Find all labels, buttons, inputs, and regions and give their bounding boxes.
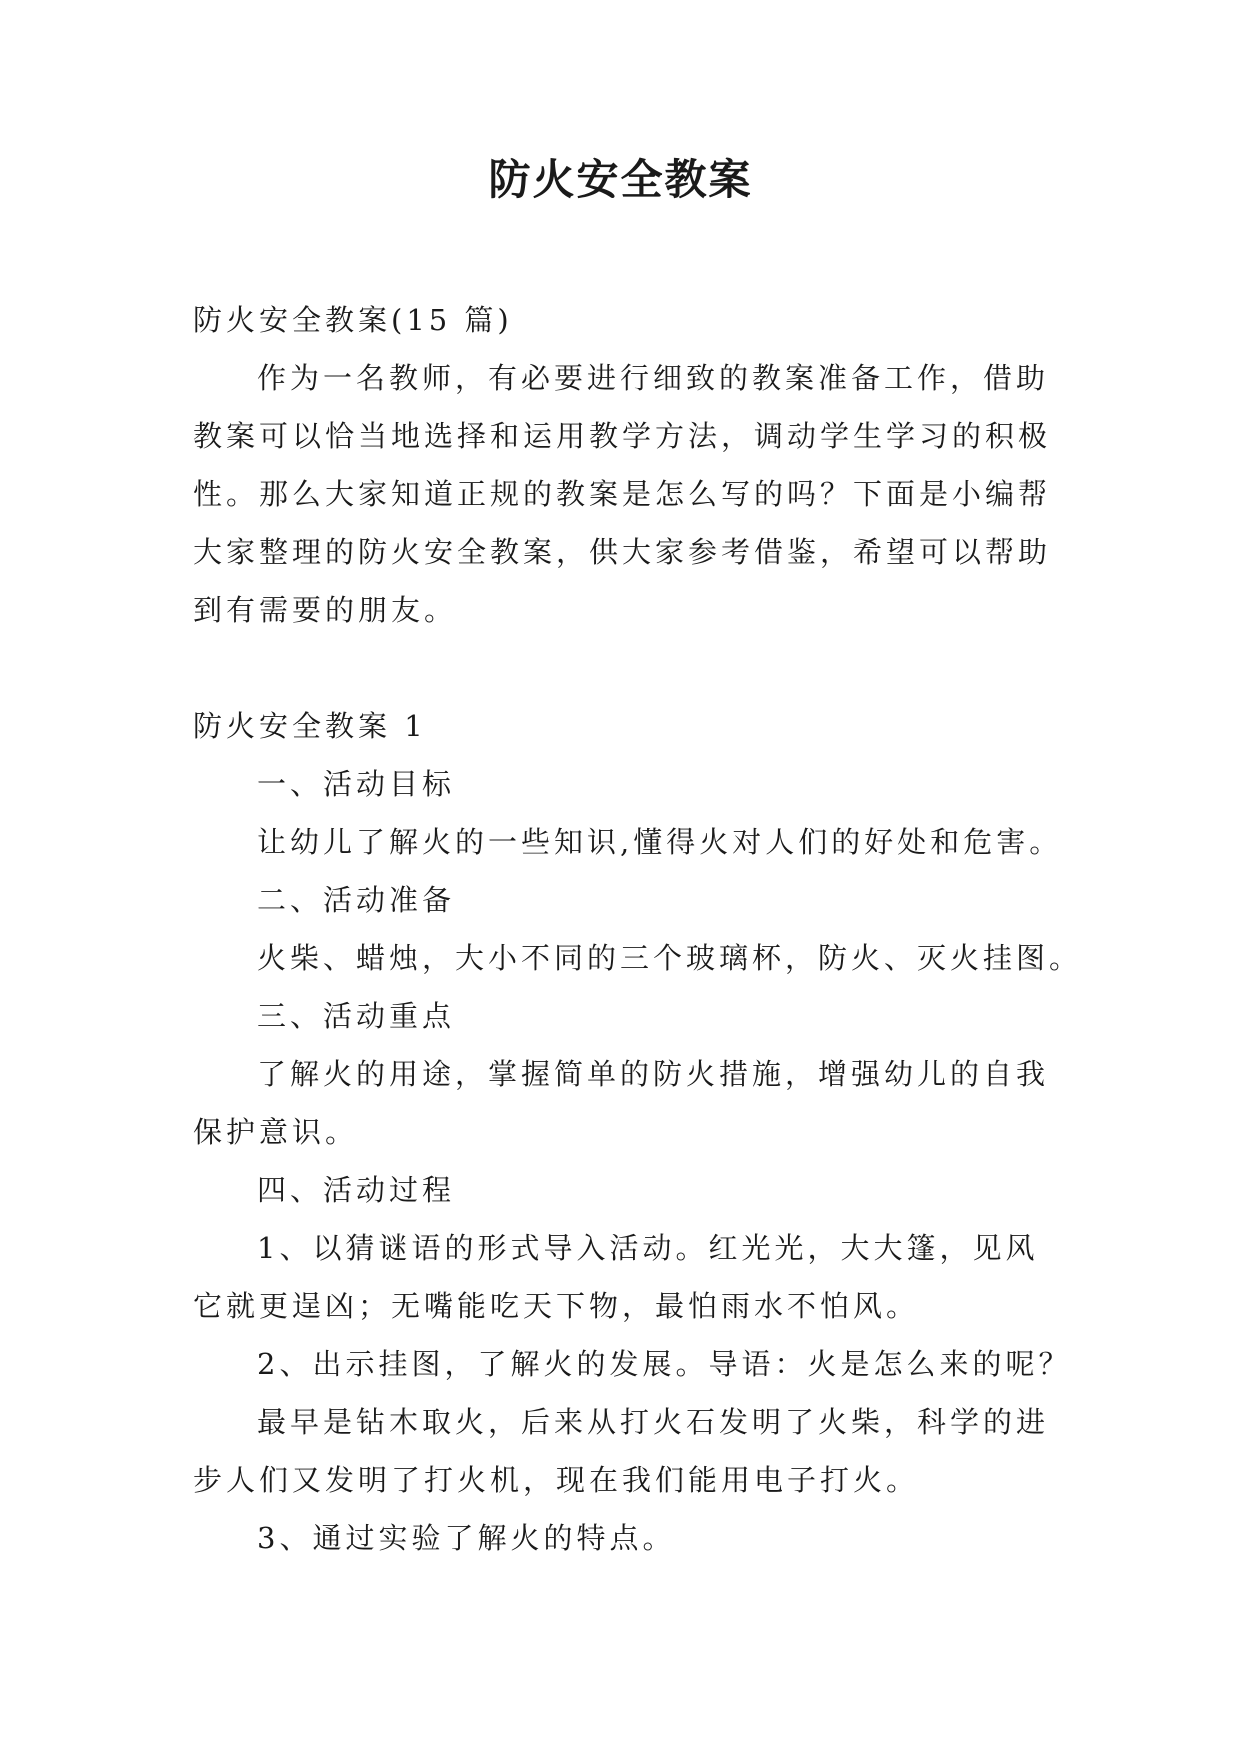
body-line: 3、通过实验了解火的特点。 [257,1521,676,1555]
section-heading: 防火安全教案 1 [193,709,427,743]
intro-line: 性。那么大家知道正规的教案是怎么写的吗？下面是小编帮 [193,477,1052,511]
body-line: 步人们又发明了打火机，现在我们能用电子打火。 [193,1463,920,1497]
section-subheading: 三、活动重点 [257,999,456,1033]
document-body [193,291,1083,1567]
intro-line: 到有需要的朋友。 [193,593,458,627]
document-subtitle: 防火安全教案(15 篇) [193,303,513,337]
intro-line: 教案可以恰当地选择和运用教学方法，调动学生学习的积极 [193,419,1052,453]
body-line: 最早是钻木取火，后来从打火石发明了火柴，科学的进 [257,1405,1050,1439]
section-subheading: 一、活动目标 [257,767,456,801]
body-line: 2、出示挂图，了解火的发展。导语：火是怎么来的呢？ [257,1347,1072,1381]
body-line: 火柴、蜡烛，大小不同的三个玻璃杯，防火、灭火挂图。 [257,941,1083,975]
body-line: 让幼儿了解火的一些知识,懂得火对人们的好处和危害。 [257,825,1063,859]
section-subheading: 二、活动准备 [257,883,456,917]
body-line: 保护意识。 [193,1115,359,1149]
paragraph-gap [193,639,1063,697]
body-line: 它就更逞凶；无嘴能吃天下物，最怕雨水不怕风。 [193,1289,920,1323]
body-line: 1、以猜谜语的形式导入活动。红光光，大大篷，见风 [257,1231,1039,1265]
intro-line: 作为一名教师，有必要进行细致的教案准备工作，借助 [257,361,1050,395]
document-title: 防火安全教案 [488,155,753,204]
body-line: 了解火的用途，掌握简单的防火措施，增强幼儿的自我 [257,1057,1050,1091]
intro-line: 大家整理的防火安全教案，供大家参考借鉴，希望可以帮助 [193,535,1052,569]
section-subheading: 四、活动过程 [257,1173,456,1207]
